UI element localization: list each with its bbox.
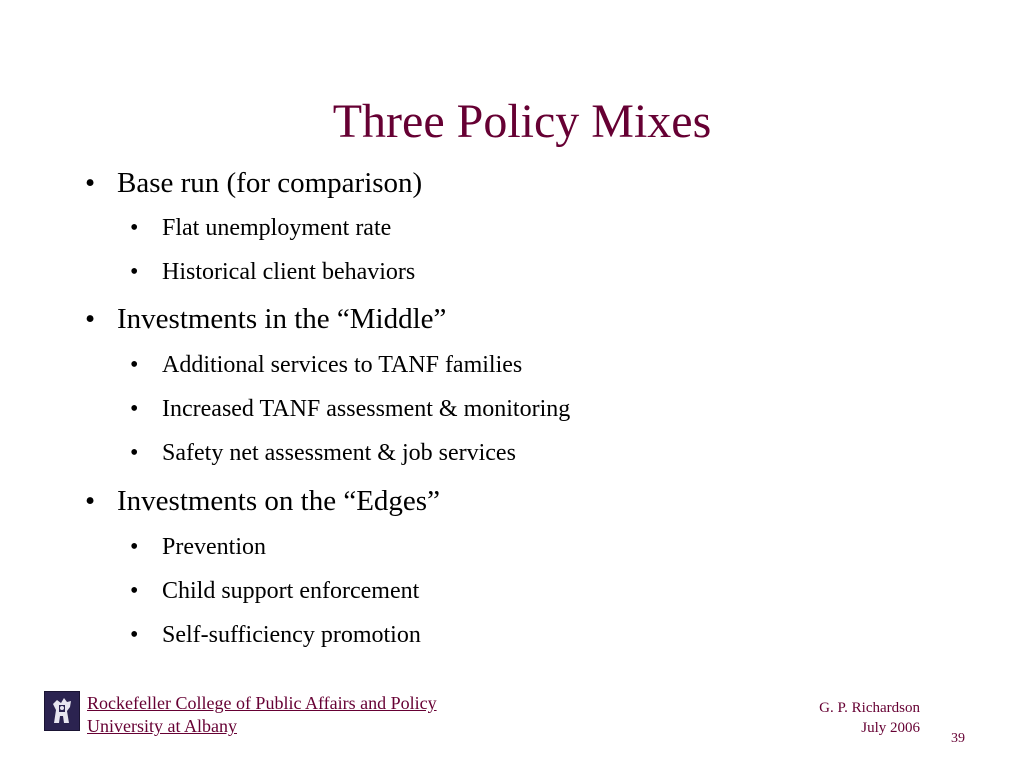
bullet-text: Investments on the “Edges” (117, 485, 440, 517)
bullet-text: Base run (for comparison) (117, 167, 423, 199)
sub-bullet-glyph: • (130, 259, 139, 285)
sub-bullet-text: Flat unemployment rate (162, 215, 392, 241)
bullet-glyph: • (85, 167, 96, 199)
bullet-glyph: • (85, 485, 96, 517)
bullet-text: Investments in the “Middle” (117, 303, 447, 335)
sub-bullet-text: Prevention (162, 534, 266, 560)
college-logo-icon (44, 691, 80, 731)
institution-line-2: University at Albany (87, 716, 237, 736)
presentation-date: July 2006 (861, 720, 920, 736)
sub-bullet-text: Self-sufficiency promotion (162, 622, 421, 648)
bullet-glyph: • (85, 303, 96, 335)
sub-bullet-text: Historical client behaviors (162, 259, 416, 285)
sub-bullet-text: Additional services to TANF families (162, 352, 523, 378)
sub-bullet-glyph: • (130, 534, 139, 560)
author-block (819, 698, 920, 738)
sub-bullet-text: Safety net assessment & job services (162, 440, 516, 466)
sub-bullet-glyph: • (130, 396, 139, 422)
page-number: 39 (951, 731, 965, 746)
sub-bullet-text: Child support enforcement (162, 578, 420, 604)
institution-line-1: Rockefeller College of Public Affairs and Policy (87, 693, 437, 713)
sub-bullet-glyph: • (130, 622, 139, 648)
sub-bullet-glyph: • (130, 578, 139, 604)
author-name: G. P. Richardson (819, 700, 920, 716)
slide-title: Three Policy Mixes (332, 95, 712, 148)
sub-bullet-glyph: • (130, 440, 139, 466)
sub-bullet-text: Increased TANF assessment & monitoring (162, 396, 571, 422)
sub-bullet-glyph: • (130, 215, 139, 241)
institution-name[interactable] (87, 692, 437, 738)
sub-bullet-glyph: • (130, 352, 139, 378)
